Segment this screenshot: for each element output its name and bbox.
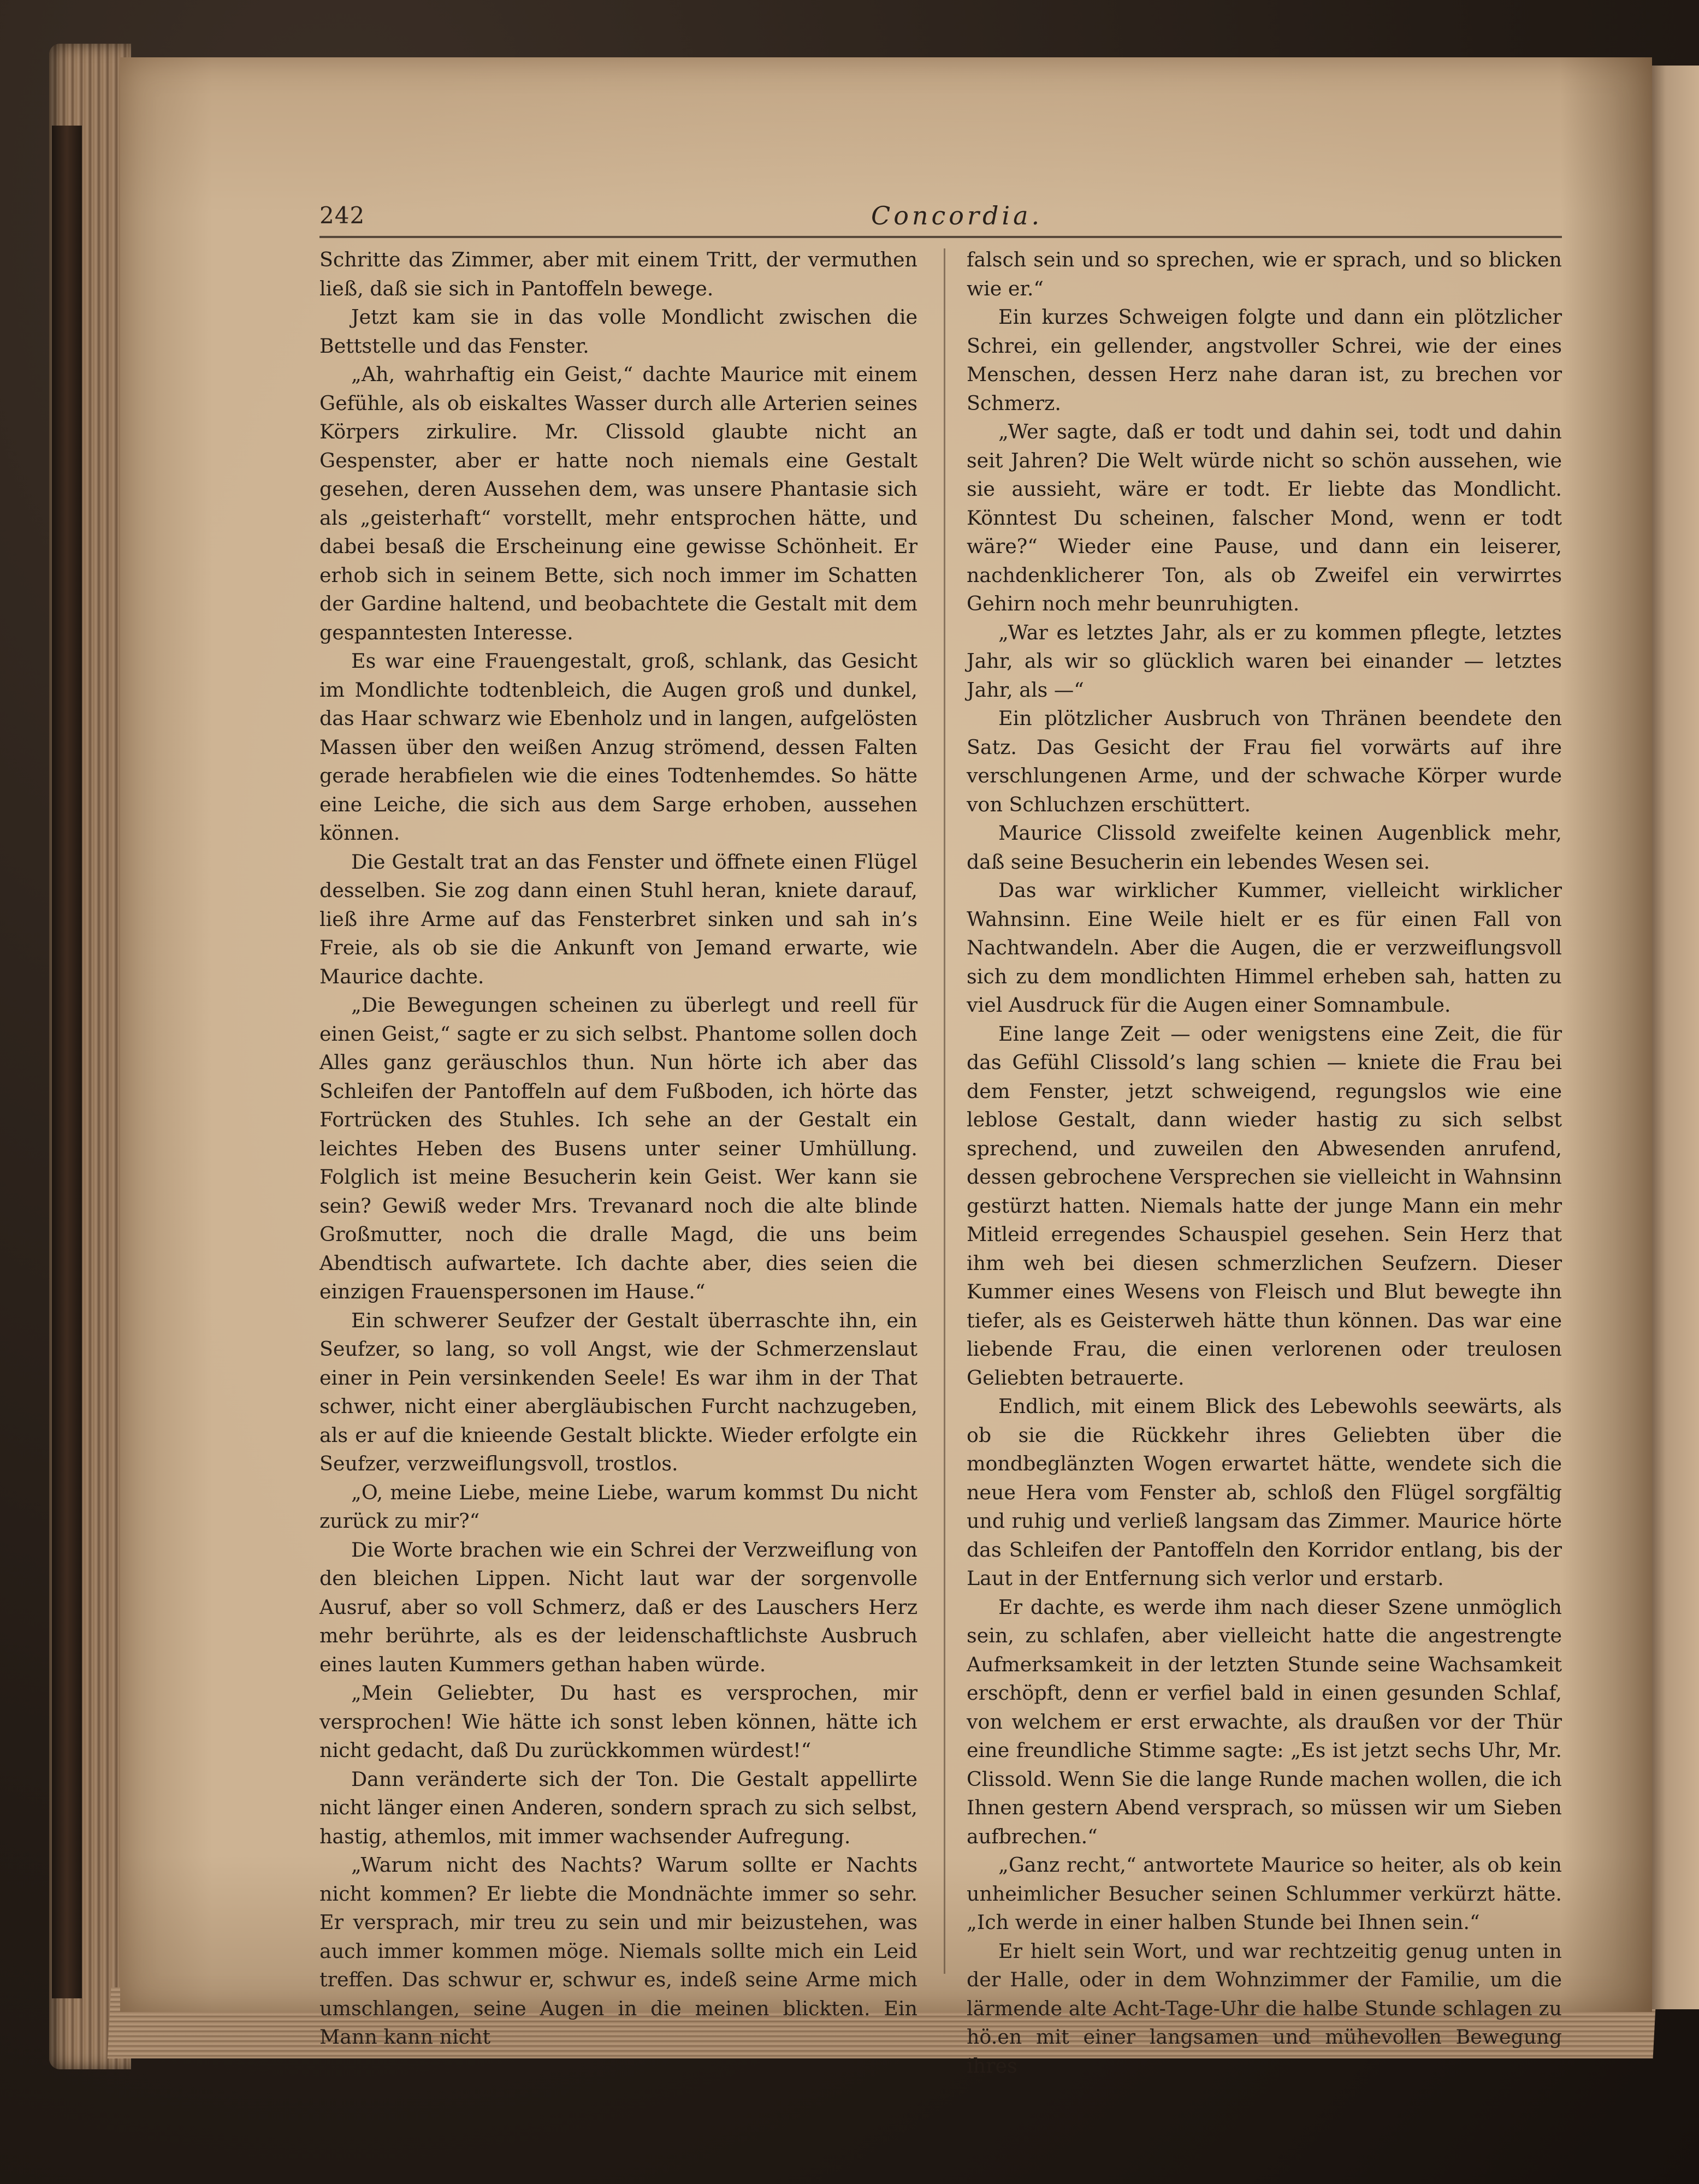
running-title: Concordia. [871, 201, 1043, 230]
paragraph: Er dachte, es werde ihm nach dieser Szene unmöglich sein, zu schlafen, aber vielleicht hatte die angestrengte Aufmerksamkeit in der letzten Stunde seine Wachsamkeit erschöpft, denn er verfiel bald in einen gesunden Schlaf, von welchem er erst erwachte, als draußen vor der Thür eine freundliche Stimme sagte: „Es ist jetzt sechs Uhr, Mr. Clissold. Wenn Sie die lange Runde machen wollen, die ich Ihnen gestern Abend versprach, so müssen wir um Sieben aufbrechen.“ [967, 1595, 1562, 1848]
facing-page-edge [1644, 66, 1699, 2009]
paragraph: „Ah, wahrhaftig ein Geist,“ dachte Maurice mit einem Gefühle, als ob eiskaltes Wasser durch alle Arterien seines Körpers zirkulire. Mr. Clissold glaubte nicht an Gespenster, aber er hatte noch niemals eine Gestalt gesehen, deren Aussehen dem, was unsere Phantasie sich als „geisterhaft“ vorstellt, mehr entsprochen hätte, und dabei besaß die Erscheinung eine gewisse Schönheit. Er erhob sich in seinem Bette, sich noch immer im Schatten der Gardine haltend, und beobachtete die Gestalt mit dem gespanntesten Interesse. [319, 363, 917, 644]
paragraph: Ein kurzes Schweigen folgte und dann ein plötzlicher Schrei, ein gellender, angstvoller Schrei, wie der eines Menschen, dessen Herz nahe daran ist, zu brechen vor Schmerz. [967, 305, 1562, 415]
paragraph: Schritte das Zimmer, aber mit einem Tritt, der vermuthen ließ, daß sie sich in Pantoffeln bewege. [319, 248, 917, 300]
right-text-column [967, 246, 1562, 2080]
paragraph: Maurice Clissold zweifelte keinen Augenblick mehr, daß seine Besucherin ein lebendes Wesen sei. [967, 821, 1562, 874]
left-text-column [319, 246, 917, 2052]
paragraph: „War es letztes Jahr, als er zu kommen pflegte, letztes Jahr, als wir so glücklich waren bei einander — letztes Jahr, als —“ [967, 620, 1562, 702]
book-binding [52, 126, 82, 1998]
page-header [319, 202, 1562, 235]
paragraph: Ein schwerer Seufzer der Gestalt überraschte ihn, ein Seufzer, so lang, so voll Angst, wie der Schmerzenslaut einer in Pein versinkenden Seele! Es war ihm in der That schwer, nicht einer abergläubischen Furcht nachzugeben, als er auf die knieende Gestalt blickte. Wieder erfolgte ein Seufzer, verzweiflungsvoll, trostlos. [319, 1308, 917, 1475]
paragraph: Eine lange Zeit — oder wenigstens eine Zeit, die für das Gefühl Clissold’s lang schien — kniete die Frau bei dem Fenster, jetzt schweigend, regungslos wie eine leblose Gestalt, dann wieder hastig zu sich selbst sprechend, und zuweilen den Abwesenden anrufend, dessen gebrochene Versprechen sie vielleicht in Wahnsinn gestürzt hatten. Niemals hatte der junge Mann ein mehr Mitleid erregendes Schauspiel gesehen. Sein Herz that ihm weh bei diesen schmerzlichen Seufzern. Dieser Kummer eines Wesens von Fleisch und Blut bewegte ihn tiefer, als es Geisterweh hätte thun können. Das war eine liebende Frau, die einen verlorenen oder treulosen Geliebten betrauerte. [967, 1022, 1562, 1390]
paragraph: Er hielt sein Wort, und war rechtzeitig genug unten in der Halle, oder in dem Wohnzimmer der Familie, um die lärmende alte Acht-Tage-Uhr die halbe Stunde schlagen zu hö.en mit einer langsamen und mühevollen Bewegung ihres [967, 1939, 1562, 2078]
paragraph: Die Worte brachen wie ein Schrei der Verzweiflung von den bleichen Lippen. Nicht laut war der sorgenvolle Ausruf, aber so voll Schmerz, daß er des Lauschers Herz mehr berührte, als es der leidenschaftlichste Ausbruch eines lauten Kummers gethan haben würde. [319, 1538, 917, 1676]
page-number: 242 [319, 202, 365, 229]
paragraph: Jetzt kam sie in das volle Mondlicht zwischen die Bettstelle und das Fenster. [319, 305, 917, 358]
paragraph: Das war wirklicher Kummer, vielleicht wirklicher Wahnsinn. Eine Weile hielt er es für einen Fall von Nachtwandeln. Aber die Augen, die er verzweiflungsvoll sich zu dem mondlichten Himmel erheben sah, hatten zu viel Ausdruck für die Augen einer Somnambule. [967, 879, 1562, 1017]
paragraph: „Warum nicht des Nachts? Warum sollte er Nachts nicht kommen? Er liebte die Mondnächte immer so sehr. Er versprach, mir treu zu sein und mir beizustehen, was auch immer kommen möge. Niemals sollte mich ein Leid treffen. Das schwur er, schwur es, indeß seine Arme mich umschlangen, seine Augen in die meinen blickten. Ein Mann kann nicht [319, 1853, 917, 2049]
paragraph: Es war eine Frauengestalt, groß, schlank, das Gesicht im Mondlichte todtenbleich, die Augen groß und dunkel, das Haar schwarz wie Ebenholz und in langen, aufgelösten Massen über den weißen Anzug strömend, dessen Falten gerade herabfielen wie die eines Todtenhemdes. So hätte eine Leiche, die sich aus dem Sarge erhoben, aussehen können. [319, 649, 917, 845]
header-rule [319, 236, 1562, 238]
paragraph: „Mein Geliebter, Du hast es versprochen, mir versprochen! Wie hätte ich sonst leben können, hätte ich nicht gedacht, daß Du zurückkommen würdest!“ [319, 1681, 917, 1762]
paragraph: „O, meine Liebe, meine Liebe, warum kommst Du nicht zurück zu mir?“ [319, 1480, 917, 1533]
paragraph: Ein plötzlicher Ausbruch von Thränen beendete den Satz. Das Gesicht der Frau fiel vorwärts auf ihre verschlungenen Arme, und der schwache Körper wurde von Schluchzen erschüttert. [967, 707, 1562, 816]
paragraph: „Die Bewegungen scheinen zu überlegt und reell für einen Geist,“ sagte er zu sich selbst. Phantome sollen doch Alles ganz geräuschlos thun. Nun hörte ich aber das Schleifen der Pantoffeln auf dem Fußboden, ich hörte das Fortrücken des Stuhles. Ich sehe an der Gestalt ein leichtes Heben des Busens unter seiner Umhüllung. Folglich ist meine Besucherin kein Geist. Wer kann sie sein? Gewiß weder Mrs. Trevanard noch die alte blinde Großmutter, noch die dralle Magd, die uns beim Abendtisch aufwartete. Ich dachte aber, dies seien die einzigen Frauenspersonen im Hause.“ [319, 993, 917, 1303]
paragraph: Die Gestalt trat an das Fenster und öffnete einen Flügel desselben. Sie zog dann einen Stuhl heran, kniete darauf, ließ ihre Arme auf das Fensterbret sinken und sah in’s Freie, als ob sie die Ankunft von Jemand erwarte, wie Maurice dachte. [319, 850, 917, 988]
paragraph: falsch sein und so sprechen, wie er sprach, und so blicken wie er.“ [967, 248, 1562, 300]
column-divider [944, 248, 945, 1974]
paragraph: Endlich, mit einem Blick des Lebewohls seewärts, als ob sie die Rückkehr ihres Geliebten über die mondbeglänzten Wogen erwartet hätte, wendete sich die neue Hera vom Fenster ab, schloß den Flügel sorgfältig und ruhig und verließ langsam das Zimmer. Maurice hörte das Schleifen der Pantoffeln den Korridor entlang, bis der Laut in der Entfernung sich verlor und erstarb. [967, 1394, 1562, 1590]
paragraph: „Wer sagte, daß er todt und dahin sei, todt und dahin seit Jahren? Die Welt würde nicht so schön aussehen, wie sie aussieht, wäre er todt. Er liebte das Mondlicht. Könntest Du scheinen, falscher Mond, wenn er todt wäre?“ Wieder eine Pause, und dann ein leiserer, nachdenklicherer Ton, als ob Zweifel ein verwirrtes Gehirn noch mehr beunruhigten. [967, 420, 1562, 615]
paragraph: Dann veränderte sich der Ton. Die Gestalt appellirte nicht länger einen Anderen, sondern sprach zu sich selbst, hastig, athemlos, mit immer wachsender Aufregung. [319, 1767, 917, 1848]
paragraph: „Ganz recht,“ antwortete Maurice so heiter, als ob kein unheimlicher Besucher seinen Schlummer verkürzt hätte. „Ich werde in einer halben Stunde bei Ihnen sein.“ [967, 1853, 1562, 1934]
